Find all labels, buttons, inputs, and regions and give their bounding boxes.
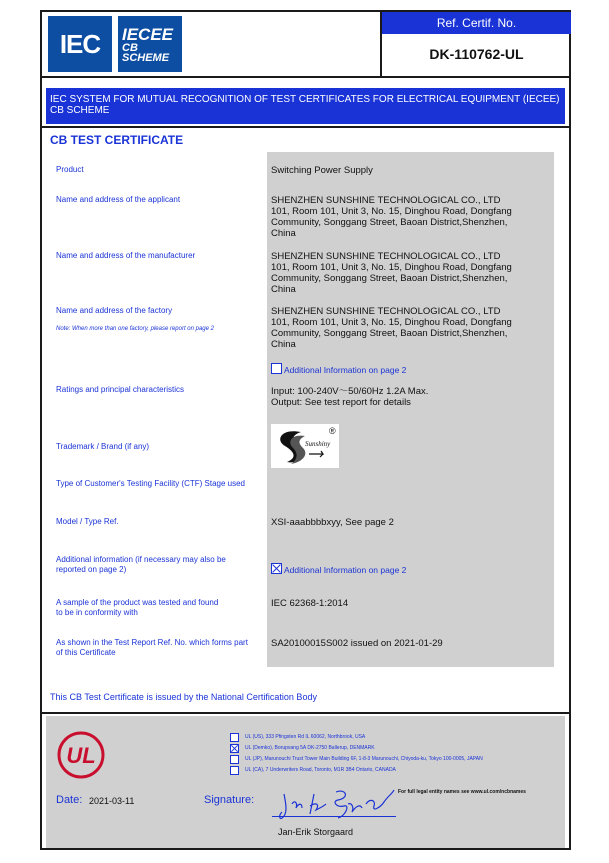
sample-line: A sample of the product was tested and found (56, 598, 219, 607)
sample-label (56, 598, 218, 618)
brand-text: Sunshiny (305, 440, 331, 448)
ctf-label: Type of Customer's Testing Facility (CTF) Stage used (56, 479, 246, 488)
applicant-line: Community, Songgang Street, Baoan District,Shenzhen, (271, 217, 508, 228)
sunshiny-logo-icon (271, 424, 339, 468)
issued-by-statement: This CB Test Certificate is issued by the National Certification Body (50, 692, 317, 702)
product-value: Switching Power Supply (271, 165, 373, 176)
manufacturer-line: Community, Songgang Street, Baoan District,Shenzhen, (271, 273, 508, 284)
ul-entity-text: UL (US), 333 Pfingsten Rd IL 60062, Northbrook, USA (245, 734, 366, 740)
signer-name: Jan-Erik Storgaard (278, 827, 354, 837)
factory-value (271, 306, 551, 350)
additional-info-checkbox[interactable] (271, 563, 282, 574)
applicant-line: SHENZHEN SUNSHINE TECHNOLOGICAL CO., LTD (271, 195, 501, 206)
report-line: As shown in the Test Report Ref. No. which forms part (56, 638, 248, 647)
footer-panel (46, 716, 565, 848)
standard-value: IEC 62368-1:2014 (271, 598, 349, 609)
divider (42, 712, 569, 714)
factory-additional-label: Additional Information on page 2 (284, 365, 407, 375)
ul-logo-text: UL (66, 743, 96, 768)
certificate-title: CB TEST CERTIFICATE (50, 133, 184, 147)
report-label (56, 638, 248, 658)
ul-entity-row (230, 754, 483, 764)
header-logos (42, 12, 386, 76)
applicant-line: China (271, 228, 296, 239)
applicant-label: Name and address of the applicant (56, 195, 181, 204)
ul-entity-text: UL (Demko), Borupvang 5A DK-2750 Ballerup, DENMARK (245, 745, 375, 751)
applicant-line: 101, Room 101, Unit 3, No. 15, Dinghou Road, Dongfang (271, 206, 512, 217)
additional-info-label (56, 555, 226, 575)
ul-entity-text: UL (CA), 7 Underwriters Road, Toronto, M1R 3B4 Ontario, CANADA (245, 767, 396, 773)
ul-entity-row (230, 765, 483, 775)
ratings-value (271, 386, 551, 408)
factory-additional-info (271, 363, 551, 376)
scheme-logo-text: SCHEME (122, 51, 170, 64)
ratings-line: Input: 100-240V～50/60Hz 1.2A Max. (271, 386, 429, 397)
signature-graphic (276, 784, 406, 829)
signature-label: Signature: (204, 794, 255, 806)
ref-certificate-box (380, 12, 571, 76)
ul-entity-text: UL (JP), Marunouchi Trust Tower Main Building 6F, 1-8-3 Marunouchi, Chiyoda-ku, Tokyo 100-0005, JAPAN (245, 756, 483, 762)
factory-line: Community, Songgang Street, Baoan District,Shenzhen, (271, 328, 508, 339)
manufacturer-value (271, 251, 551, 295)
brand-logo (271, 424, 339, 468)
ratings-line: Output: See test report for details (271, 397, 411, 408)
factory-line: 101, Room 101, Unit 3, No. 15, Dinghou Road, Dongfang (271, 317, 512, 328)
ref-number: DK-110762-UL (429, 46, 524, 62)
divider (42, 76, 569, 78)
system-title-banner: IEC SYSTEM FOR MUTUAL RECOGNITION OF TEST CERTIFICATES FOR ELECTRICAL EQUIPMENT (IECEE) CB SCHEME (46, 88, 565, 124)
iecee-cb-logo (118, 16, 182, 72)
factory-note: Note: When more than one factory, please report on page 2 (56, 326, 214, 332)
ul-entity-checkbox[interactable] (230, 744, 239, 753)
model-value: XSI-aaabbbbxyy, See page 2 (271, 517, 394, 528)
trademark-label: Trademark / Brand (if any) (56, 442, 150, 451)
registered-mark: ® (329, 426, 336, 436)
product-label: Product (56, 165, 84, 174)
signature-line (272, 816, 396, 817)
manufacturer-line: 101, Room 101, Unit 3, No. 15, Dinghou Road, Dongfang (271, 262, 512, 273)
factory-additional-checkbox[interactable] (271, 363, 282, 374)
manufacturer-line: SHENZHEN SUNSHINE TECHNOLOGICAL CO., LTD (271, 251, 501, 262)
certificate-frame (40, 10, 571, 850)
additional-info-line: reported on page 2) (56, 565, 127, 574)
ul-entities-list (230, 732, 483, 776)
ul-entity-checkbox[interactable] (230, 766, 239, 775)
model-label: Model / Type Ref. (56, 517, 119, 526)
additional-info-value (271, 563, 551, 576)
report-value: SA20100015S002 issued on 2021-01-29 (271, 638, 443, 649)
factory-label: Name and address of the factory (56, 306, 173, 315)
iecee-logo-text: IECEE (122, 24, 174, 44)
divider (42, 126, 569, 128)
sample-line: to be in conformity with (56, 608, 138, 617)
ratings-label: Ratings and principal characteristics (56, 385, 185, 394)
factory-line: China (271, 339, 296, 350)
full-legal-note: For full legal entity names see www.ul.com/ncbnames (398, 789, 526, 795)
ul-logo (56, 730, 106, 785)
ul-entity-checkbox[interactable] (230, 755, 239, 764)
factory-line: SHENZHEN SUNSHINE TECHNOLOGICAL CO., LTD (271, 306, 501, 317)
iec-logo-text: IEC (59, 28, 101, 59)
date-label: Date: (56, 794, 83, 806)
ul-entity-row (230, 732, 483, 742)
ref-label: Ref. Certif. No. (382, 12, 571, 34)
signature-scribble-icon (276, 784, 406, 824)
applicant-value (271, 195, 551, 239)
date-value: 2021-03-11 (89, 796, 135, 806)
report-line: of this Certificate (56, 648, 116, 657)
ul-entity-checkbox[interactable] (230, 733, 239, 742)
manufacturer-label: Name and address of the manufacturer (56, 251, 196, 260)
ul-entity-row (230, 743, 483, 753)
iec-logo (48, 16, 112, 72)
cb-logo-text: CB (122, 41, 138, 54)
manufacturer-line: China (271, 284, 296, 295)
additional-info-link: Additional Information on page 2 (284, 565, 407, 575)
additional-info-line: Additional information (if necessary may also be (56, 555, 226, 564)
ul-logo-icon (56, 730, 106, 780)
